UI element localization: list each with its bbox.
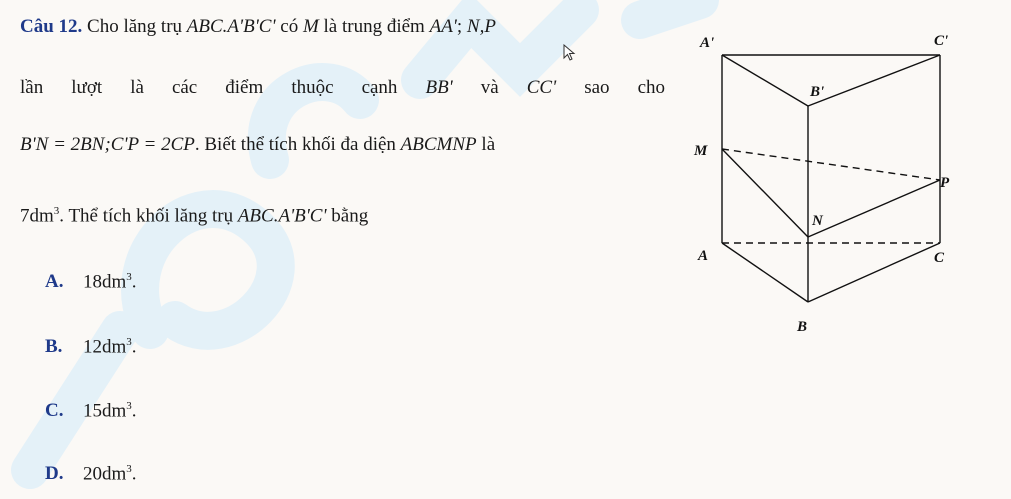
question-word: thuộc: [291, 77, 334, 98]
label-c-prime: C': [934, 33, 949, 49]
edge-b-c: [808, 243, 940, 302]
question-word: lần: [20, 77, 44, 98]
question-word: điểm: [225, 77, 264, 98]
question-text: ;: [456, 16, 463, 37]
label-c: C: [934, 250, 945, 266]
option-exponent: 3: [126, 463, 132, 475]
option-exponent: 3: [126, 400, 132, 412]
question-word: cạnh: [361, 77, 398, 98]
option-end: .: [131, 463, 137, 485]
edge-a-prime-b-prime: [722, 55, 808, 106]
option-exponent: 3: [126, 336, 132, 348]
points-np: N,P: [466, 16, 496, 37]
question-word: và: [480, 77, 499, 98]
edge-cc: CC': [526, 77, 557, 98]
prism-name: ABC.A'B'C': [186, 16, 276, 37]
question-word: là: [130, 77, 144, 98]
segment-m-n: [722, 149, 808, 237]
label-m: M: [694, 143, 708, 159]
option-value: 15: [83, 400, 102, 422]
question-text: là: [481, 134, 496, 155]
question-text: bằng: [331, 205, 369, 227]
ratio-condition: B'N = 2BN;C'P = 2CP: [20, 134, 195, 155]
option-exponent: 3: [126, 271, 132, 283]
option-label: C.: [45, 400, 64, 422]
question-word: sao: [584, 77, 610, 98]
label-b-prime: B': [810, 84, 825, 100]
edge-a-b: [722, 243, 808, 302]
option-unit: dm: [102, 400, 127, 422]
solid-name: ABCMNP: [400, 134, 477, 155]
option-value: 18: [83, 271, 102, 293]
segment-n-p: [808, 180, 940, 237]
option-value: 12: [83, 336, 102, 358]
volume-value: 7: [20, 205, 30, 227]
question-number: Câu 12.: [20, 16, 83, 37]
edge-b-prime-c-prime: [808, 55, 940, 106]
option-unit: dm: [102, 271, 127, 293]
question-word: cho: [637, 77, 665, 98]
label-n: N: [812, 213, 823, 229]
option-label: B.: [45, 336, 63, 358]
question-text: . Biết thể tích khối đa diện: [194, 134, 396, 155]
option-end: .: [131, 400, 137, 422]
option-end: .: [131, 336, 137, 358]
point-m: M: [302, 16, 319, 37]
option-label: D.: [45, 463, 64, 485]
question-text: Cho lăng trụ: [87, 16, 183, 37]
question-text: có: [280, 16, 299, 37]
volume-unit: dm: [29, 205, 54, 227]
question-text: là trung điểm: [323, 16, 425, 37]
label-p: P: [940, 175, 950, 191]
label-a-prime: A': [700, 35, 715, 51]
option-unit: dm: [102, 463, 127, 485]
edge-aa: AA': [429, 16, 457, 37]
question-word: lượt: [71, 77, 103, 98]
label-a: A: [698, 248, 709, 264]
label-b: B: [797, 319, 808, 335]
question-word: các: [171, 77, 198, 98]
option-value: 20: [83, 463, 102, 485]
option-label: A.: [45, 271, 64, 293]
volume-exponent: 3: [53, 205, 60, 217]
segment-m-p-hidden: [722, 149, 940, 180]
option-end: .: [131, 271, 137, 293]
prism-name: ABC.A'B'C': [237, 205, 327, 227]
edge-bb: BB': [425, 77, 453, 98]
question-text: . Thể tích khối lăng trụ: [59, 205, 234, 227]
option-unit: dm: [102, 336, 127, 358]
